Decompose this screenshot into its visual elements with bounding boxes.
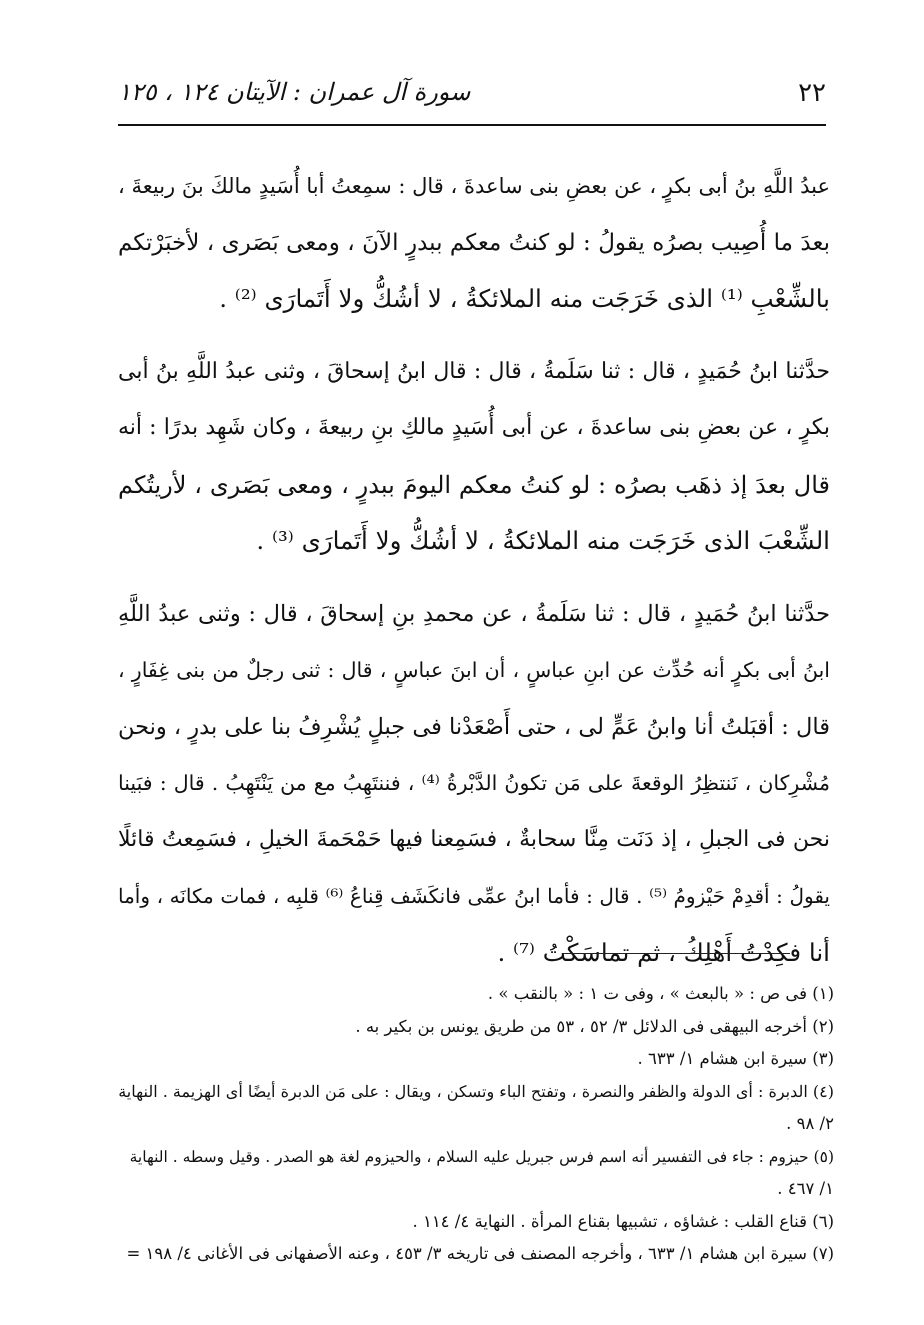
text-line: الشِّعْبَ الذى خَرَجَت منه الملائكةُ ، لا أشُكُّ ولا أَتَمارَى ⁽³⁾ .: [256, 526, 830, 555]
text-line: بالشِّعْبِ ⁽¹⁾ الذى خَرَجَت منه الملائكةُ ، لا أشُكُّ ولا أَتَمارَى ⁽²⁾ .: [219, 284, 830, 313]
footnote: (٥) حيزوم : جاء فى التفسير أنه اسم فرس جبريل عليه السلام ، والحيزوم لغة هو الصدر . وقيل وسطه . النهاية: [129, 1147, 834, 1166]
text-line: قال : أقبَلتُ أنا وابنُ عَمٍّ لى ، حتى أَصْعَدْنا فى جبلٍ يُشْرِفُ بنا على بدرٍ ، ونحن: [118, 713, 830, 740]
running-title: سورة آل عمران : الآيتان ١٢٤ ، ١٢٥: [118, 78, 471, 106]
footnote: (٦) قناع القلب : غشاؤه ، تشبيها بقناع المرأة . النهاية ٤/ ١١٤ .: [412, 1211, 834, 1231]
footnote: (٧) سيرة ابن هشام ١/ ٦٣٣ ، وأخرجه المصنف فى تاريخه ٣/ ٤٥٣ ، وعنه الأصفهانى فى الأغانى ٤/ ١٩٨ =: [126, 1244, 834, 1263]
text-line: قال بعدَ إذ ذهَب بصرُه : لو كنتُ معكم اليومَ ببدرٍ ، ومعى بَصَرى ، لأريتُكم: [118, 470, 830, 499]
footnote: (٣) سيرة ابن هشام ١/ ٦٣٣ .: [637, 1049, 834, 1068]
text-line: نحن فى الجبلِ ، إذ دَنَت مِنَّا سحابةٌ ، فسَمِعنا فيها حَمْحَمةَ الخيلِ ، فسَمِعتُ قائلًا: [118, 826, 830, 852]
footnote: (٤) الدبرة : أى الدولة والظفر والنصرة ، وتفتح الباء وتسكن ، ويقال : على مَن الدبرة أيضًا أى الهزيمة . النهاية: [118, 1081, 834, 1101]
footnotes: [118, 978, 834, 1271]
text-line: حدَّثنا ابنُ حُمَيدٍ ، قال : ثنا سَلَمةُ ، عن محمدِ بنِ إسحاقَ ، قال : وثنى عبدُ اللَّهِ: [118, 600, 830, 627]
footnote-continuation: ١/ ٤٦٧ .: [777, 1179, 834, 1198]
text-line: بكرٍ ، عن بعضِ بنى ساعدةَ ، عن أبى أُسَيدٍ مالكِ بنِ ربيعةَ ، وكان شَهِد بدرًا : أنه: [118, 415, 830, 440]
header-rule: [118, 124, 826, 126]
page-number: ٢٢: [798, 78, 826, 108]
text-line: مُشْرِكان ، نَنتظِرُ الوقعةَ على مَن تكونُ الدَّبْرةُ ⁽⁴⁾ ، فننتَهِبُ مع من يَنْتَهِبُ . قال : فبَينا: [118, 771, 830, 795]
text-line: ابنُ أبى بكرٍ أنه حُدِّث عن ابنِ عباسٍ ، أن ابنَ عباسٍ ، قال : ثنى رجلٌ من بنى غِفَارٍ ،: [118, 658, 830, 682]
text-line: بعدَ ما أُصِيب بصرُه يقولُ : لو كنتُ معكم ببدرٍ الآنَ ، ومعى بَصَرى ، لأخبَرْتكم: [118, 229, 830, 256]
text-line: حدَّثنا ابنُ حُمَيدٍ ، قال : ثنا سَلَمةُ ، قال : قال ابنُ إسحاقَ ، وثنى عبدُ اللَّهِ بنُ أبى: [118, 358, 830, 384]
text-line: عبدُ اللَّهِ بنُ أبى بكرٍ ، عن بعضِ بنى ساعدةَ ، قال : سمِعتُ أبا أُسَيدٍ مالكَ بنَ ربيعةَ ،: [118, 174, 830, 198]
footnote-continuation: ٢/ ٩٨ .: [786, 1114, 834, 1133]
footnote: (١) فى ص : « بالبعث » ، وفى ت ١ : « بالنقب » .: [487, 984, 834, 1003]
text-line: أنا فكِدْتُ أَهْلِكُ ، ثم تماسَكْتُ ⁽⁷⁾ .: [497, 937, 830, 967]
footnote: (٢) أخرجه البيهقى فى الدلائل ٣/ ٥٢ ، ٥٣ من طريق يونس بن بكير به .: [355, 1016, 834, 1036]
main-text: [118, 158, 830, 981]
page-header: [118, 78, 826, 114]
text-line: يقولُ : أقدِمْ حَيْزومُ ⁽⁵⁾ . قال : فأما ابنُ عمِّى فانكَشَف قِناعُ ⁽⁶⁾ قلبِه ، فمات مكانَه ، وأما: [118, 884, 830, 908]
footnote-separator: [562, 953, 790, 954]
